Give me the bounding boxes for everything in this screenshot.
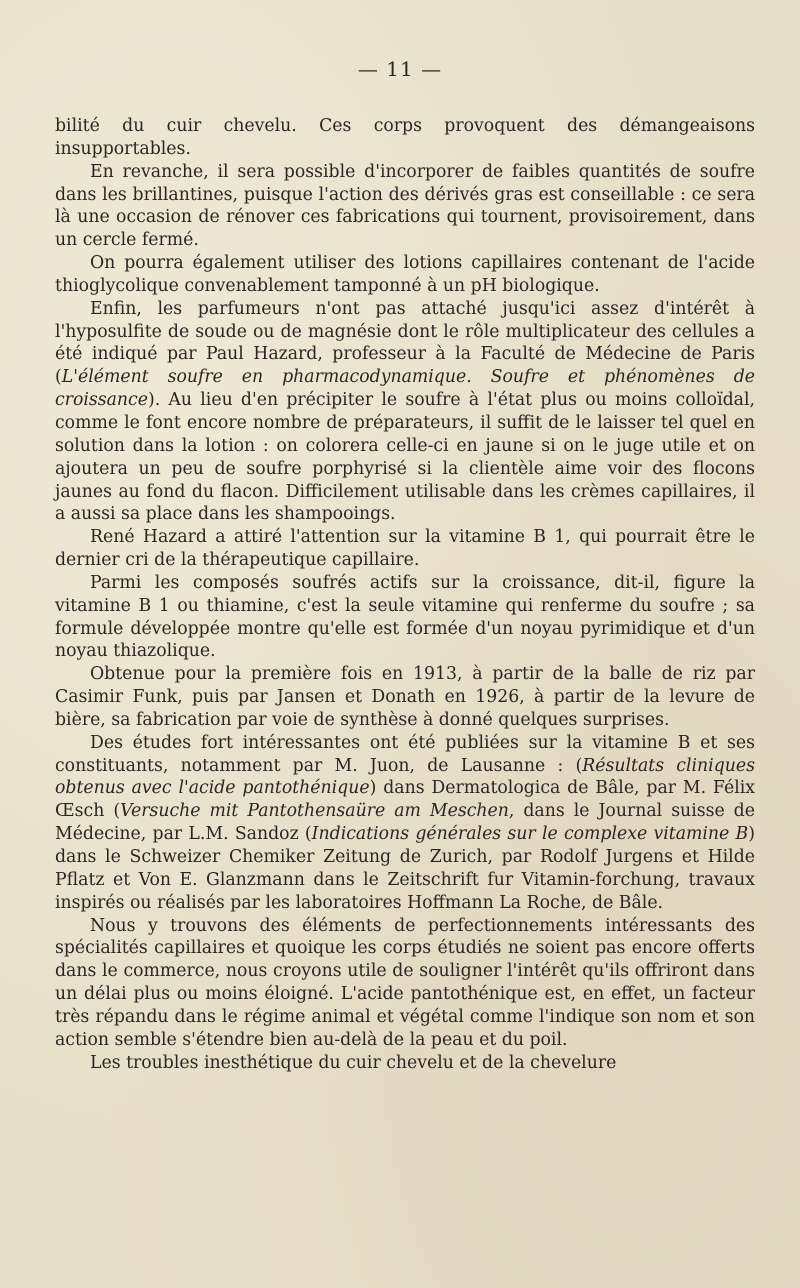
paragraph	[55, 663, 755, 732]
paragraph	[55, 298, 755, 526]
paragraph	[55, 526, 755, 572]
italic-title: Versuche mit Pantothensaüre am Meschen	[120, 801, 509, 822]
text-run: On pourra également utiliser des lotions capillaires contenant de l'acide thioglycolique convenablement tamponné à un pH biologique.	[55, 253, 755, 296]
paragraph	[55, 572, 755, 663]
text-run: , dans le Journal suisse de Médecine, par L.M. Sandoz (	[55, 801, 755, 845]
text-run: Enfin, les parfumeurs n'ont pas attaché jusqu'ici assez d'intérêt à l'hyposulfite de soude ou de magnésie dont le rôle multiplicateur des cellules a été indiqué par Paul Hazard, professeur à la Faculté de Médecine de Paris (	[55, 298, 755, 388]
italic-title: Indications générales sur le complexe vitamine B	[311, 824, 749, 845]
text-run: René Hazard a attiré l'attention sur la vitamine B 1, qui pourrait être le dernier cri de la thérapeutique capillaire.	[55, 527, 755, 571]
text-run: Parmi les composés soufrés actifs sur la croissance, dit-il, figure la vitamine B 1 ou thiamine, c'est la seule vitamine qui renferme du soufre ; sa formule développée montre qu'elle est formée d'un noyau pyrimidique et d'un noyau thiazolique.	[55, 572, 755, 662]
paragraph	[55, 732, 755, 915]
page-number: — 11 —	[357, 57, 443, 81]
italic-title: Résultats cliniques obtenus avec l'acide pantothénique	[55, 755, 755, 799]
text-run: bilité du cuir chevelu. Ces corps provoquent des démangeaisons insupportables.	[55, 116, 755, 159]
paragraph	[55, 915, 755, 1052]
paragraph	[55, 1052, 755, 1075]
text-run: ) dans Dermatologica de Bâle, par M. Félix Œsch (	[55, 778, 756, 822]
text-run: En revanche, il sera possible d'incorporer de faibles quantités de soufre dans les brillantines, puisque l'action des dérivés gras est conseillable : ce sera là une occasion de rénover ces fabrications qui tournent, provisoirement, dans un cercle fermé.	[55, 161, 755, 251]
paragraph	[55, 115, 755, 161]
text-run: ) dans le Schweizer Chemiker Zeitung de Zurich, par Rodolf Jurgens et Hilde Pflatz et Von E. Glanzmann dans le Zeitschrift fur Vitamin-forchung, travaux inspirés ou réalisés par les laboratoires Hoffmann La Roche, de Bâle.	[55, 824, 755, 913]
text-run: Nous y trouvons des éléments de perfectionnements intéressants des spécialités capillaires et quoique les corps étudiés ne soient pas encore offerts dans le commerce, nous croyons utile de souligner l'intérêt qu'ils offriront dans un délai plus ou moins éloigné. L'acide pantothénique est, en effet, un facteur très répandu dans le régime animal et végétal comme l'indique son nom et son action semble s'étendre bien au-delà de la peau et du poil.	[55, 915, 755, 1050]
italic-title: L'élément soufre en pharmacodynamique. Soufre et phénomènes de croissance	[55, 367, 755, 411]
text-run: Obtenue pour la première fois en 1913, à partir de la balle de riz par Casimir Funk, puis par Jansen et Donath en 1926, à partir de la levure de bière, sa fabrication par voie de synthèse à donné quelques surprises.	[55, 664, 755, 730]
paragraph	[55, 252, 755, 298]
body-text	[55, 115, 755, 1074]
text-run: ). Au lieu d'en précipiter le soufre à l'état plus ou moins colloïdal, comme le font encore nombre de préparateurs, il suffit de le laisser tel quel en solution dans la lotion : on colorera celle-ci en jaune si on le juge utile et on ajoutera un peu de soufre porphyrisé si la clientèle aime voir des flocons jaunes au fond du flacon. Difficilement utilisable dans les crèmes capillaires, il a aussi sa place dans les shampooings.	[55, 390, 755, 525]
text-run: Des études fort intéressantes ont été publiées sur la vitamine B et ses constituants, notamment par M. Juon, de Lausanne : (	[55, 732, 755, 776]
paragraph	[55, 161, 755, 252]
text-run: Les troubles inesthétique du cuir chevelu et de la chevelure	[90, 1052, 617, 1073]
